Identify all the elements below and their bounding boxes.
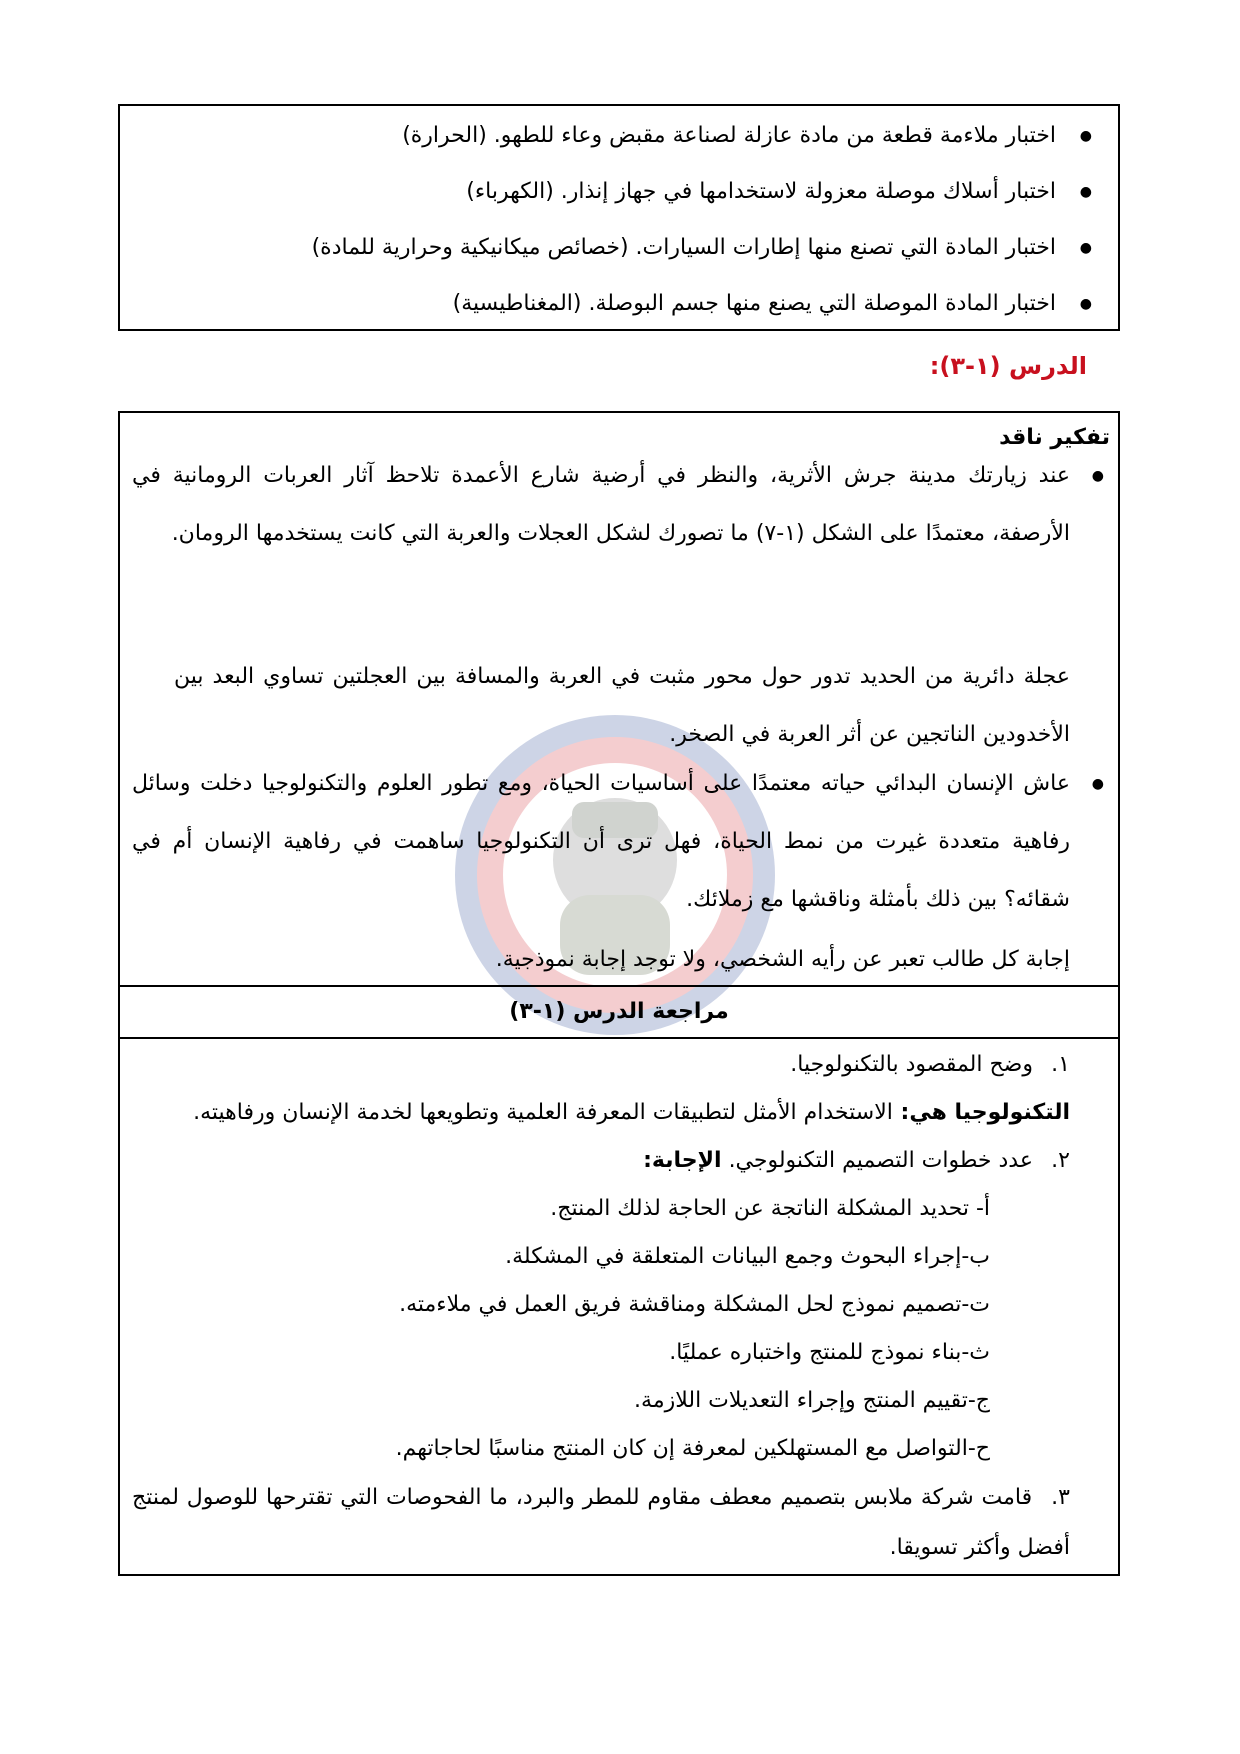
review-question-2-text: عدد خطوات التصميم التكنولوجي. [728,1148,1033,1173]
item-number: ٢. [1051,1148,1070,1173]
review-question-1 [790,1041,1070,1089]
design-step: ث-بناء نموذج للمنتج واختباره عمليًا. [669,1340,990,1365]
design-step: ح-التواصل مع المستهلكين لمعرفة إن كان المنتج مناسبًا لحاجاتهم. [395,1436,990,1461]
top-criteria-box [118,104,1120,331]
question-1-text: عند زيارتك مدينة جرش الأثرية، والنظر في أرضية شارع الأعمدة تلاحظ آثار العربات الرومانية في الأرصفة، معتمدًا على الشكل (١-٧) ما تصورك لشكل العجلات والعربة التي كانت يستخدمها الرومان. [132,463,1070,546]
item-number: ١. [1051,1052,1070,1077]
review-question-3-text: قامت شركة ملابس بتصميم معطف مقاوم للمطر والبرد، ما الفحوصات التي تقترحها للوصول لمنتج أفضل وأكثر تسويقا. [132,1485,1070,1560]
lesson-title: الدرس (١-٣): [929,352,1087,380]
list-item: ● اختبار المادة التي تصنع منها إطارات السيارات. (خصائص ميكانيكية وحرارية للمادة) [120,220,1092,276]
list-item: ● اختبار المادة الموصلة التي يصنع منها جسم البوصلة. (المغناطيسية) [120,276,1092,332]
answer-1: عجلة دائرية من الحديد تدور حول محور مثبت في العربة والمسافة بين العجلتين تساوي البعد بين الأخدودين الناتجين عن أثر العربة في الصخر. [174,664,1070,747]
item-number: ٣. [1051,1485,1070,1510]
question-2-text: عاش الإنسان البدائي حياته معتمدًا على أساسيات الحياة، ومع تطور العلوم والتكنولوجيا دخلت وسائل رفاهية متعددة غيرت من نمط الحياة، فهل ترى أن التكنولوجيا ساهمت في رفاهية الإنسان أم في شقائه؟ بين ذلك بأمثلة وناقشها مع زملائك. [132,771,1070,912]
answer-label: الإجابة: [643,1148,722,1173]
question-2 [132,755,1104,929]
term-connector: هي: [892,1100,955,1125]
question-1 [132,447,1104,563]
review-question-3 [132,1473,1070,1573]
criteria-list [120,108,1118,332]
bullet-icon: ● [1091,468,1104,484]
critical-thinking-box [118,411,1120,1576]
definition-text: الاستخدام الأمثل لتطبيقات المعرفة العلمية وتطويعها لخدمة الإنسان ورفاهيته. [193,1100,893,1125]
bullet-icon: ● [1091,776,1104,792]
design-step: ج-تقييم المنتج وإجراء التعديلات اللازمة. [634,1388,990,1413]
list-item: ● اختبار أسلاك موصلة معزولة لاستخدامها في جهاز إنذار. (الكهرباء) [120,164,1092,220]
answer-2: إجابة كل طالب تعبر عن رأيه الشخصي، ولا توجد إجابة نموذجية. [495,947,1070,972]
review-question-2 [643,1137,1070,1185]
review-question-1-text: وضح المقصود بالتكنولوجيا. [790,1052,1033,1077]
review-answer-1 [193,1089,1070,1137]
term-technology: التكنولوجيا [954,1100,1070,1125]
review-heading: مراجعة الدرس (١-٣) [120,985,1118,1039]
design-step: ب-إجراء البحوث وجمع البيانات المتعلقة في المشكلة. [505,1244,990,1269]
list-item: ● اختبار ملاءمة قطعة من مادة عازلة لصناعة مقبض وعاء للطهو. (الحرارة) [120,108,1092,164]
critical-thinking-heading: تفكير ناقد [999,425,1110,450]
design-step: ت-تصميم نموذج لحل المشكلة ومناقشة فريق العمل في ملاءمته. [399,1292,990,1317]
design-step: أ- تحديد المشكلة الناتجة عن الحاجة لذلك المنتج. [550,1196,990,1221]
